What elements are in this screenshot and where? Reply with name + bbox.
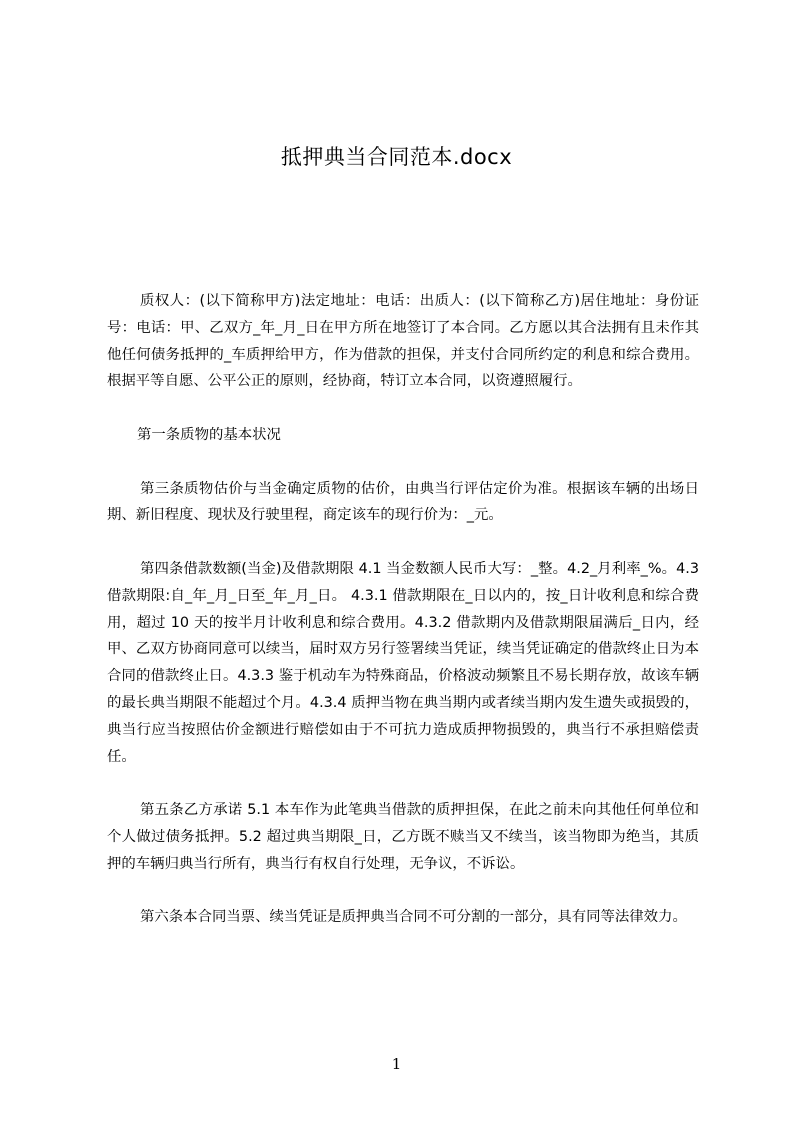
paragraph-article-4: 第四条借款数额(当金)及借款期限 4.1 当金数额人民币大写：_整。4.2_月利率_%。4.3 借款期限:自_年_月_日至_年_月_日。 4.3.1 借款期限在_日以内的，按_日计收利息和综合费用，超过 10 天的按半月计收利息和综合费用。4.3.2 借款期内及借款期限届满后_日内，经甲、乙双方协商同意可以续当，届时双方另行签署续当凭证，续当凭证确定的借款终止日为本合同的借款终止日。4.3.3 鉴于机动车为特殊商品，价格波动频繁且不易长期存放，故该车辆的最长典当期限不能超过个月。4.3.4 质押当物在典当期内或者续当期内发生遗失或损毁的，典当行应当按照估价金额进行赔偿如由于不可抗力造成质押物损毁的，典当行不承担赔偿责任。 <box>107 560 699 765</box>
paragraph-article-5: 第五条乙方承诺 5.1 本车作为此笔典当借款的质押担保，在此之前未向其他任何单位和个人做过债务抵押。5.2 超过典当期限_日，乙方既不赎当又不续当，该当物即为绝当，其质押的车辆归典当行所有，典当行有权自行处理，无争议，不诉讼。 <box>107 802 699 872</box>
document-title: 抵押典当合同范本.docx <box>280 145 513 169</box>
paragraph-article-1: 第一条质物的基本状况 <box>137 426 281 443</box>
paragraph-article-6: 第六条本合同当票、续当凭证是质押典当合同不可分割的一部分，具有同等法律效力。 <box>140 909 687 926</box>
page-number: 1 <box>391 1055 402 1073</box>
paragraph-article-3: 第三条质物估价与当金确定质物的估价，由典当行评估定价为准。根据该车辆的出场日期、新旧程度、现状及行驶里程，商定该车的现行价为：_元。 <box>107 480 699 524</box>
document-body <box>107 288 699 958</box>
paragraph-parties: 质权人：(以下简称甲方)法定地址：电话：出质人：(以下简称乙方)居住地址：身份证号：电话：甲、乙双方_年_月_日在甲方所在地签订了本合同。乙方愿以其合法拥有且未作其他任何债务抵押的_车质押给甲方，作为借款的担保，并支付合同所约定的利息和综合费用。根据平等自愿、公平公正的原则，经协商，特订立本合同，以资遵照履行。 <box>107 293 699 390</box>
